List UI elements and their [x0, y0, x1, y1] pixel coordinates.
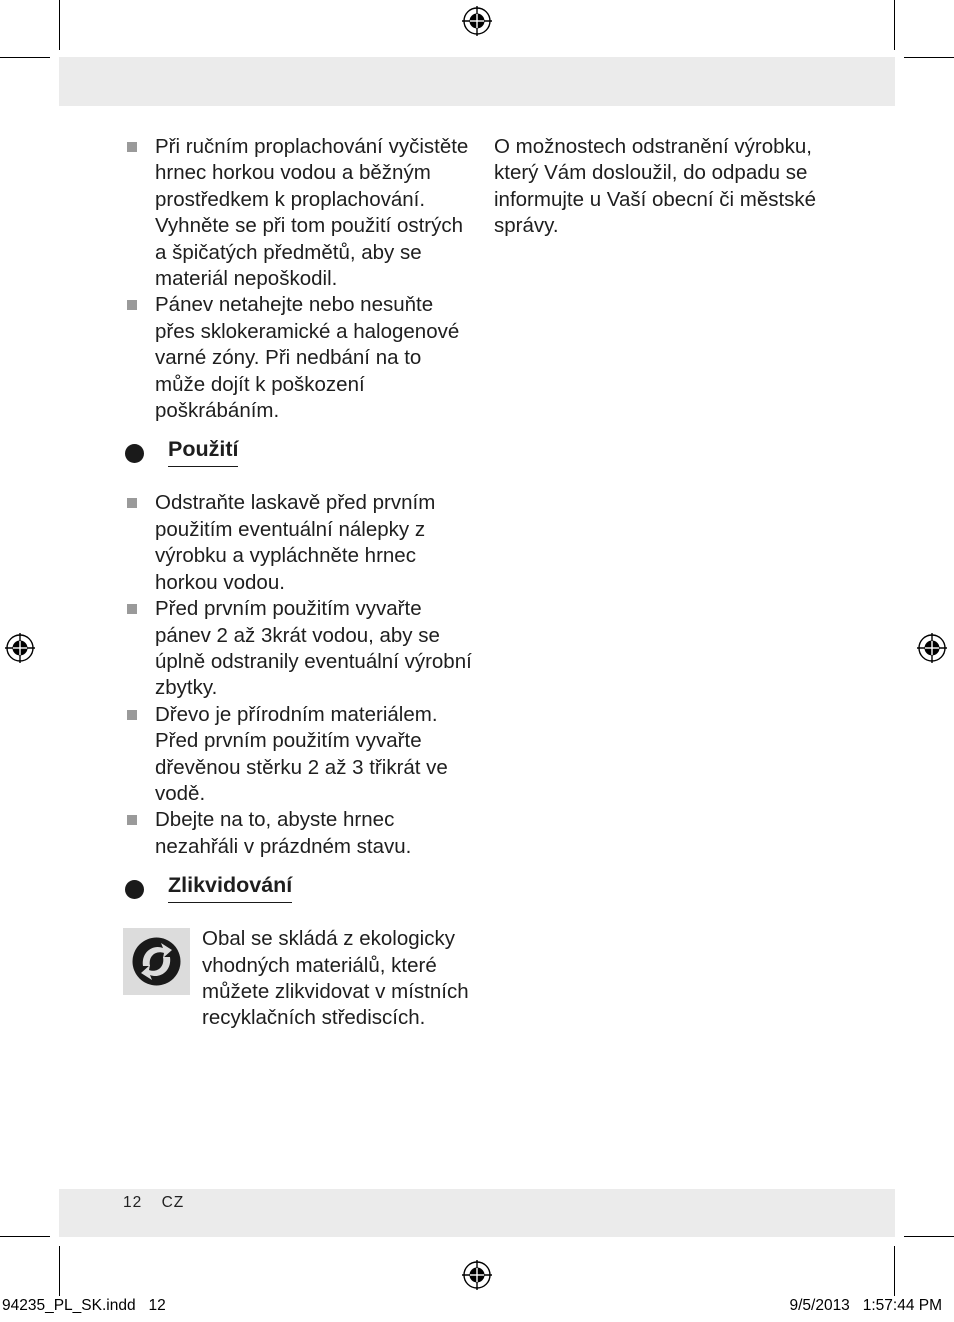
disposal-info-paragraph: O možnostech odstranění výrobku, který Vám dosloužil, do odpadu se informujte u Vaší obecní či městské správy. — [494, 135, 817, 238]
list-item: Pánev netahejte nebo nesuňte přes sklokeramické a halogenové varné zóny. Při nedbání na to může dojít k poškození poškrábáním. — [123, 292, 473, 424]
left-column — [123, 134, 473, 1032]
registration-mark-icon — [462, 1260, 492, 1290]
page-number: 12 — [123, 1194, 143, 1211]
crop-mark — [0, 1236, 50, 1237]
list-item: Dřevo je přírodním materiálem. Před prvním použitím vyvařte dřevěnou stěrku 2 až 3 třikrát ve vodě. — [123, 702, 473, 808]
cleaning-bullet-list — [123, 134, 473, 424]
square-bullet-icon — [127, 815, 137, 825]
footer-band — [59, 1189, 895, 1237]
right-column — [494, 134, 844, 240]
registration-mark-icon — [917, 633, 947, 663]
round-bullet-icon — [125, 444, 144, 463]
crop-mark — [904, 57, 954, 58]
print-slug-file: 94235_PL_SK.indd 12 — [2, 1297, 166, 1314]
list-item: Dbejte na to, abyste hrnec nezahřáli v prázdném stavu. — [123, 807, 473, 860]
crop-mark — [904, 1236, 954, 1237]
registration-mark-icon — [5, 633, 35, 663]
registration-mark-icon — [462, 6, 492, 36]
crop-mark — [59, 0, 60, 50]
list-item: Odstraňte laskavě před prvním použitím eventuální nálepky z výrobku a vypláchněte hrnec horkou vodou. — [123, 490, 473, 596]
section-heading-usage — [123, 438, 473, 480]
list-item: Před prvním použitím vyvařte pánev 2 až 3krát vodou, aby se úplně odstranily eventuální výrobní zbytky. — [123, 596, 473, 702]
square-bullet-icon — [127, 604, 137, 614]
section-title: Zlikvidování — [168, 872, 292, 903]
square-bullet-icon — [127, 142, 137, 152]
crop-mark — [0, 57, 50, 58]
header-band — [59, 57, 895, 106]
disposal-text: Obal se skládá z ekologicky vhodných materiálů, které můžete zlikvidovat v místních recyklačních střediscích. — [202, 927, 469, 1030]
square-bullet-icon — [127, 710, 137, 720]
round-bullet-icon — [125, 880, 144, 899]
section-heading-disposal — [123, 874, 473, 916]
page-footer — [123, 1194, 184, 1212]
crop-mark — [894, 1246, 895, 1296]
crop-mark — [59, 1246, 60, 1296]
disposal-block — [123, 926, 473, 1032]
square-bullet-icon — [127, 498, 137, 508]
usage-bullet-list — [123, 490, 473, 860]
square-bullet-icon — [127, 300, 137, 310]
language-code: CZ — [161, 1194, 185, 1211]
print-slug-datetime: 9/5/2013 1:57:44 PM — [789, 1297, 942, 1314]
crop-mark — [894, 0, 895, 50]
section-title: Použití — [168, 436, 238, 467]
green-dot-icon — [123, 928, 190, 995]
list-item: Při ručním proplachování vyčistěte hrnec horkou vodou a běžným prostředkem k proplachování. Vyhněte se při tom použití ostrých a špičatých předmětů, aby se materiál nepoškodil. — [123, 134, 473, 292]
